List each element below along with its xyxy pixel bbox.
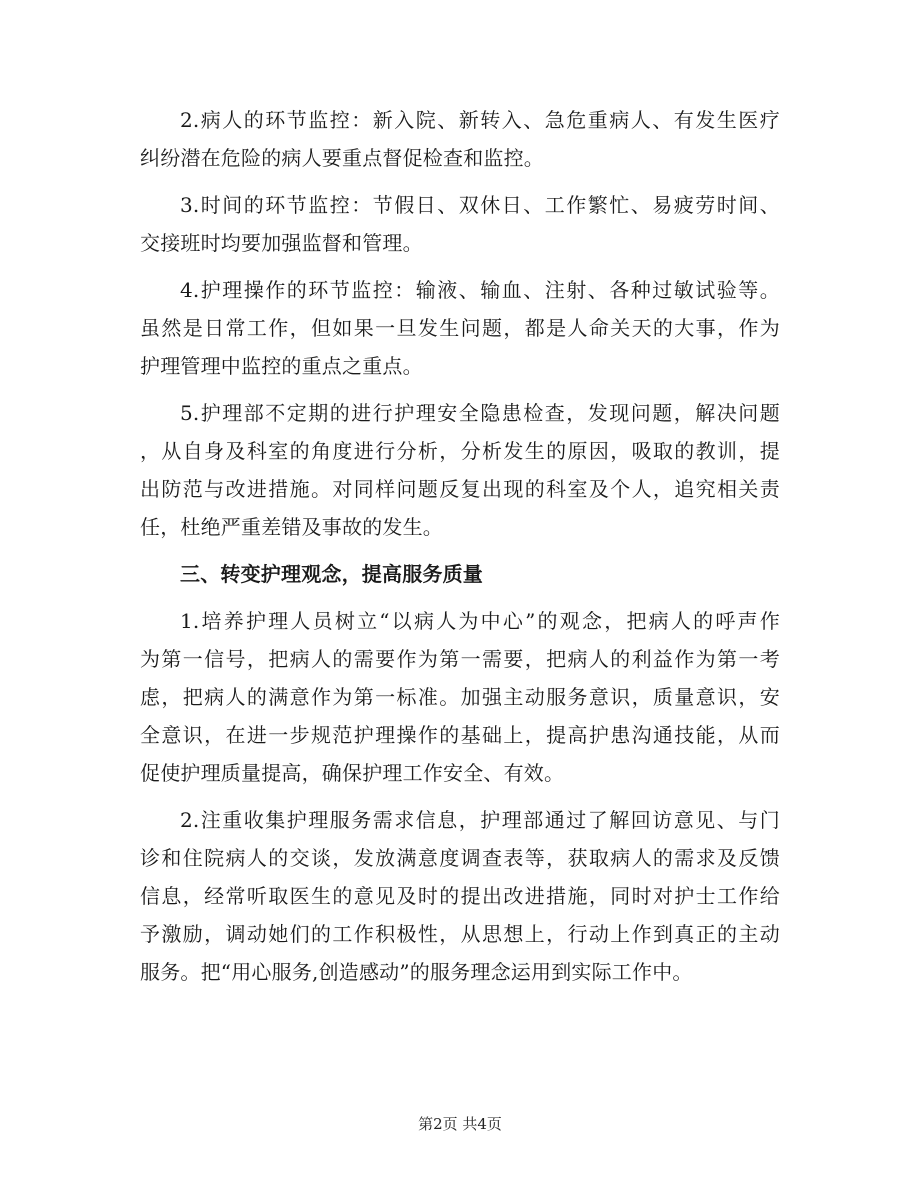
text-line: 出防范与改进措施。对同样问题反复出现的科室及个人，追究相关责 — [140, 477, 780, 501]
text-line: 任，杜绝严重差错及事故的发生。 — [140, 515, 443, 539]
text-line: 虽然是日常工作，但如果一旦发生问题，都是人命关天的大事，作为 — [140, 316, 780, 340]
text-line: 为第一信号，把病人的需要作为第一需要，把病人的利益作为第一考 — [140, 647, 780, 671]
page-number: 第2页 共4页 — [418, 1115, 502, 1133]
text-line: 促使护理质量提高，确保护理工作安全、有效。 — [140, 761, 565, 785]
text-line: 3.时间的环节监控：节假日、双休日、工作繁忙、易疲劳时间、 — [180, 193, 780, 217]
text-line: 全意识，在进一步规范护理操作的基础上，提高护患沟通技能，从而 — [140, 723, 780, 747]
section-heading: 三、转变护理观念，提高服务质量 — [180, 562, 483, 586]
text-line: 予激励，调动她们的工作积极性，从思想上，行动上作到真正的主动 — [140, 922, 780, 946]
text-line: 交接班时均要加强监督和管理。 — [140, 231, 423, 255]
text-line: 1.培养护理人员树立“以病人为中心”的观念，把病人的呼声作 — [180, 609, 780, 633]
text-line: 纠纷潜在危险的病人要重点督促检查和监控。 — [140, 146, 544, 170]
text-line: 虑，把病人的满意作为第一标准。加强主动服务意识，质量意识，安 — [140, 685, 780, 709]
text-line: 信息，经常听取医生的意见及时的提出改进措施，同时对护士工作给 — [140, 884, 780, 908]
document-body — [140, 101, 780, 991]
text-line: 5.护理部不定期的进行护理安全隐患检查，发现问题，解决问题 — [180, 401, 780, 425]
text-line: 4.护理操作的环节监控：输液、输血、注射、各种过敏试验等。 — [180, 278, 780, 302]
text-line: 护理管理中监控的重点之重点。 — [140, 354, 423, 378]
text-line: 2.病人的环节监控：新入院、新转入、急危重病人、有发生医疗 — [180, 108, 780, 132]
text-line: 2.注重收集护理服务需求信息，护理部通过了解回访意见、与门 — [180, 808, 780, 832]
text-line: 服务。把“用心服务,创造感动”的服务理念运用到实际工作中。 — [140, 960, 693, 984]
text-line: 诊和住院病人的交谈，发放满意度调查表等，获取病人的需求及反馈 — [140, 846, 780, 870]
text-line: ，从自身及科室的角度进行分析，分析发生的原因，吸取的教训，提 — [140, 439, 780, 463]
